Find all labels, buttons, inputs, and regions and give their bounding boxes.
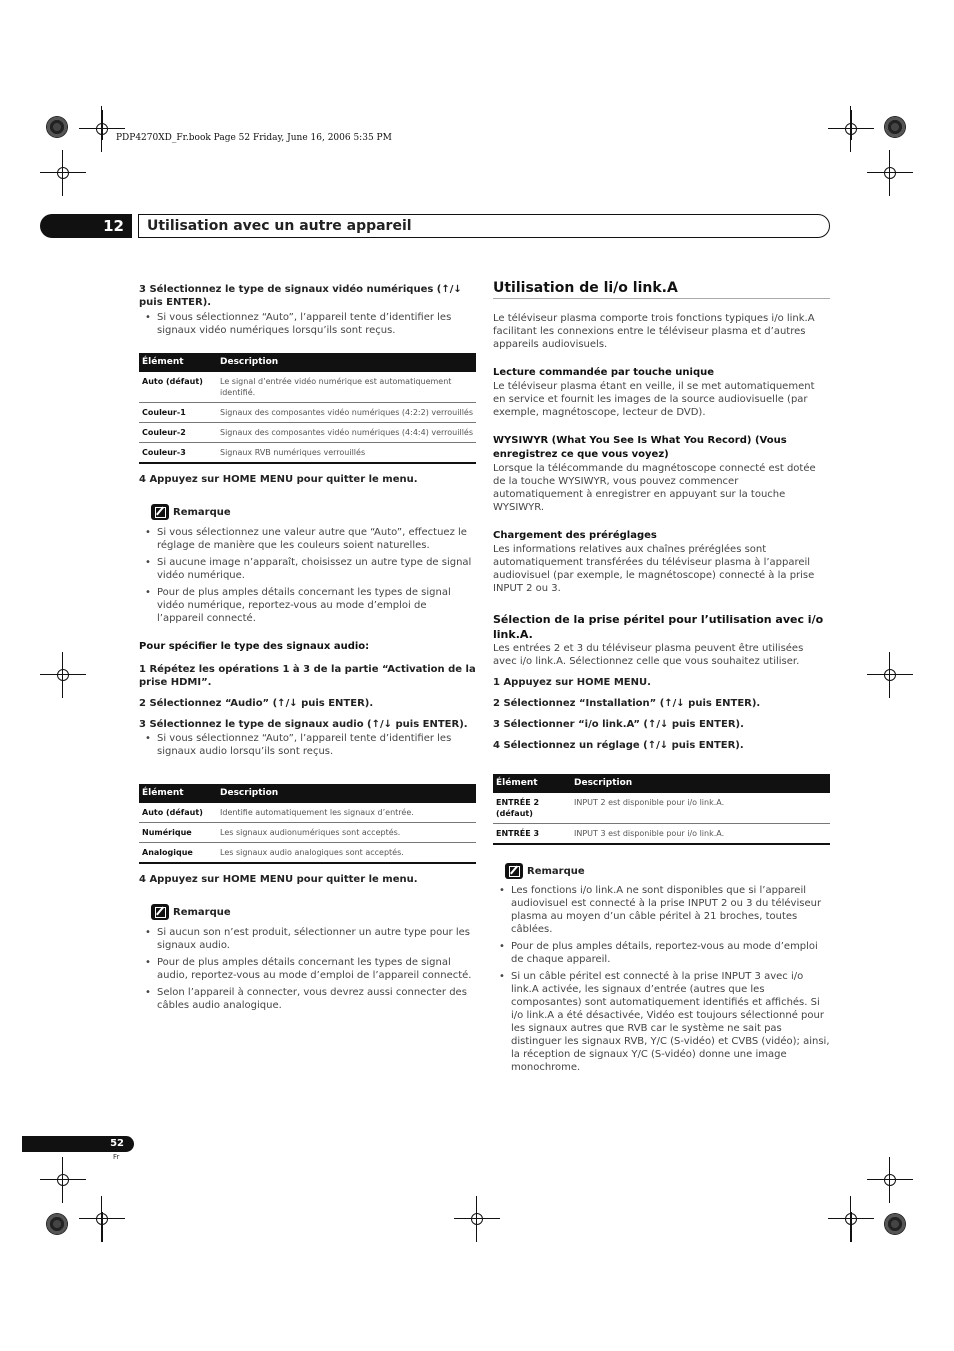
trim-line [851, 110, 852, 140]
table-cell: ENTRÉE 2 (défaut) [493, 793, 571, 824]
table-cell: Numérique [139, 823, 217, 843]
table-header-description: Description [217, 784, 476, 803]
step-quit-menu: 4 Appuyez sur HOME MENU pour quitter le menu. [139, 474, 418, 485]
subsection-title: Sélection de la prise péritel pour l’utilisation avec i/o link.A. [493, 613, 824, 641]
table-cell: Identifie automatiquement les signaux d’entrée. [217, 803, 476, 823]
table-cell: Signaux RVB numériques verrouillés [217, 443, 476, 464]
page-language: Fr [113, 1153, 120, 1161]
remark-heading [505, 863, 830, 879]
note-pencil-icon [151, 504, 169, 520]
remark-label: Remarque [173, 906, 231, 918]
table-cell: Le signal d’entrée vidéo numérique est automatiquement identifié. [217, 372, 476, 403]
remark-bullet: • Si un câble péritel est connecté à la prise INPUT 3 avec i/o link.A activée, les signaux d’entrée (autres que les composantes) sont automatiquement identifiés et affichés. Si i/o link.A a été désactivée, Vidéo est toujours sélectionné pour les signaux autres que RVB car le système ne sait pas distinguer les signaux RVB, Y/C (S-vidéo) et CVBS (vidéo); ainsi, la réception de signaux Y/C (S-vidéo) donne une image monochrome. [493, 970, 830, 1074]
trim-line [851, 1212, 852, 1242]
page-number: 52 [22, 1136, 134, 1152]
table-header-element: Élément [493, 774, 571, 793]
table-cell: Couleur-2 [139, 423, 217, 443]
remark-bullet: • Pour de plus amples détails concernant les types de signal vidéo numérique, reportez-vous au mode d’emploi de l’appareil connecté. [139, 586, 476, 625]
crosshair-mark [867, 652, 913, 698]
subsection-paragraph: Les entrées 2 et 3 du téléviseur plasma peuvent être utilisées avec i/o link.A. Sélectionnez celle que vous souhaitez utiliser. [493, 643, 804, 667]
registration-disc-bottom-right [884, 1213, 906, 1235]
remark-bullet: • Les fonctions i/o link.A ne sont disponibles que si l’appareil audiovisuel est connecté à la prise INPUT 2 ou 3 du téléviseur plasma au moyen d’un câble péritel à 21 broches, toutes câblées. [493, 884, 830, 936]
crosshair-mark [40, 150, 86, 196]
audio-heading: Pour spécifier le type des signaux audio: [139, 641, 370, 652]
bullet-video-auto: • Si vous sélectionnez “Auto”, l’appareil tente d’identifier les signaux vidéo numériques lorsqu’ils sont reçus. [139, 311, 476, 337]
audio-signal-table [139, 784, 476, 864]
table-row [139, 823, 476, 843]
audio-step: 1 Répétez les opérations 1 à 3 de la partie “Activation de la prise HDMI”. [139, 664, 476, 688]
table-header-description: Description [217, 353, 476, 372]
video-signal-table [139, 353, 476, 464]
table-cell: INPUT 3 est disponible pour i/o link.A. [571, 824, 830, 845]
registration-disc-top-left [46, 116, 68, 138]
feature-heading: Chargement des préréglages [493, 530, 657, 541]
remark-bullet: • Si vous sélectionnez une valeur autre que “Auto”, effectuez le réglage de manière que les couleurs soient naturelles. [139, 526, 476, 552]
step-select-video: 3 Sélectionnez le type de signaux vidéo numériques (↑/↓ puis ENTER). [139, 284, 462, 308]
remark-bullet: • Pour de plus amples détails concernant les types de signal audio, reportez-vous au mode d’emploi de l’appareil connecté. [139, 956, 476, 982]
table-cell: Analogique [139, 843, 217, 864]
remark-label: Remarque [173, 506, 231, 518]
crosshair-mark [454, 1196, 500, 1242]
registration-disc-bottom-left [46, 1213, 68, 1235]
remark-bullet: • Si aucune image n’apparaît, choisissez un autre type de signal vidéo numérique. [139, 556, 476, 582]
table-row [139, 843, 476, 864]
iolink-table [493, 774, 830, 845]
file-info: PDP4270XD_Fr.book Page 52 Friday, June 16, 2006 5:35 PM [116, 133, 392, 143]
table-cell: Auto (défaut) [139, 372, 217, 403]
step-quit-menu: 4 Appuyez sur HOME MENU pour quitter le menu. [139, 874, 418, 885]
table-row [493, 824, 830, 845]
audio-step: 2 Sélectionnez “Audio” (↑/↓ puis ENTER). [139, 698, 374, 709]
table-row [139, 443, 476, 464]
iolink-step: 3 Sélectionner “i/o link.A” (↑/↓ puis ENTER). [493, 719, 744, 730]
note-pencil-icon [505, 863, 523, 879]
intro-paragraph: Le téléviseur plasma comporte trois fonctions typiques i/o link.A facilitant les connexions entre le téléviseur plasma et d’autres appareils audiovisuels. [493, 313, 815, 350]
table-cell: Couleur-3 [139, 443, 217, 464]
table-header-element: Élément [139, 353, 217, 372]
left-column [139, 283, 476, 1012]
iolink-step: 1 Appuyez sur HOME MENU. [493, 677, 651, 688]
audio-step: 3 Sélectionnez le type de signaux audio (↑/↓ puis ENTER). [139, 719, 468, 730]
remark-bullet: • Si aucun son n’est produit, sélectionner un autre type pour les signaux audio. [139, 926, 476, 952]
table-cell: Signaux des composantes vidéo numériques (4:4:4) verrouillés [217, 423, 476, 443]
iolink-step: 2 Sélectionnez “Installation” (↑/↓ puis ENTER). [493, 698, 761, 709]
section-title: Utilisation de li/o link.A [493, 282, 830, 299]
table-header-description: Description [571, 774, 830, 793]
feature-paragraph: Lorsque la télécommande du magnétoscope connecté est dotée de la touche WYSIWYR, vous pouvez commencer automatiquement à enregistrer en appuyant sur la touche WYSIWYR. [493, 463, 816, 513]
trim-line [102, 110, 103, 140]
chapter-title: Utilisation avec un autre appareil [138, 214, 830, 238]
bullet-audio-auto: • Si vous sélectionnez “Auto”, l’appareil tente d’identifier les signaux audio lorsqu’ils sont reçus. [139, 732, 476, 758]
note-pencil-icon [151, 904, 169, 920]
table-row [493, 793, 830, 824]
chapter-header [40, 214, 830, 238]
table-row [139, 423, 476, 443]
table-row [139, 803, 476, 823]
table-row [139, 403, 476, 423]
trim-line [102, 1212, 103, 1242]
remark-heading [151, 904, 476, 920]
feature-paragraph: Le téléviseur plasma étant en veille, il se met automatiquement en service et fournit les images de la source audiovisuelle (par exemple, magnétoscope, lecteur de DVD). [493, 381, 815, 418]
table-cell: Auto (défaut) [139, 803, 217, 823]
table-cell: INPUT 2 est disponible pour i/o link.A. [571, 793, 830, 824]
registration-disc-top-right [884, 116, 906, 138]
remark-bullet: • Selon l’appareil à connecter, vous devrez aussi connecter des câbles audio analogique. [139, 986, 476, 1012]
remark-label: Remarque [527, 865, 585, 877]
iolink-step: 4 Sélectionnez un réglage (↑/↓ puis ENTER). [493, 740, 744, 751]
table-cell: Les signaux audio analogiques sont acceptés. [217, 843, 476, 864]
feature-heading: WYSIWYR (What You See Is What You Record) (Vous enregistrez ce que vous voyez) [493, 435, 787, 460]
table-header-element: Élément [139, 784, 217, 803]
table-cell: Les signaux audionumériques sont acceptés. [217, 823, 476, 843]
table-row [139, 372, 476, 403]
remark-heading [151, 504, 476, 520]
feature-paragraph: Les informations relatives aux chaînes préréglées sont automatiquement transférées du téléviseur plasma à l’appareil audiovisuel (par exemple, le magnétoscope) connecté à la prise INPUT 2 ou 3. [493, 544, 815, 594]
feature-heading: Lecture commandée par touche unique [493, 367, 715, 378]
right-column [493, 282, 830, 1074]
remark-bullet: • Pour de plus amples détails, reportez-vous au mode d’emploi de chaque appareil. [493, 940, 830, 966]
chapter-number: 12 [40, 214, 132, 238]
table-cell: Signaux des composantes vidéo numériques (4:2:2) verrouillés [217, 403, 476, 423]
table-cell: Couleur-1 [139, 403, 217, 423]
table-cell: ENTRÉE 3 [493, 824, 571, 845]
crosshair-mark [867, 150, 913, 196]
crosshair-mark [40, 652, 86, 698]
